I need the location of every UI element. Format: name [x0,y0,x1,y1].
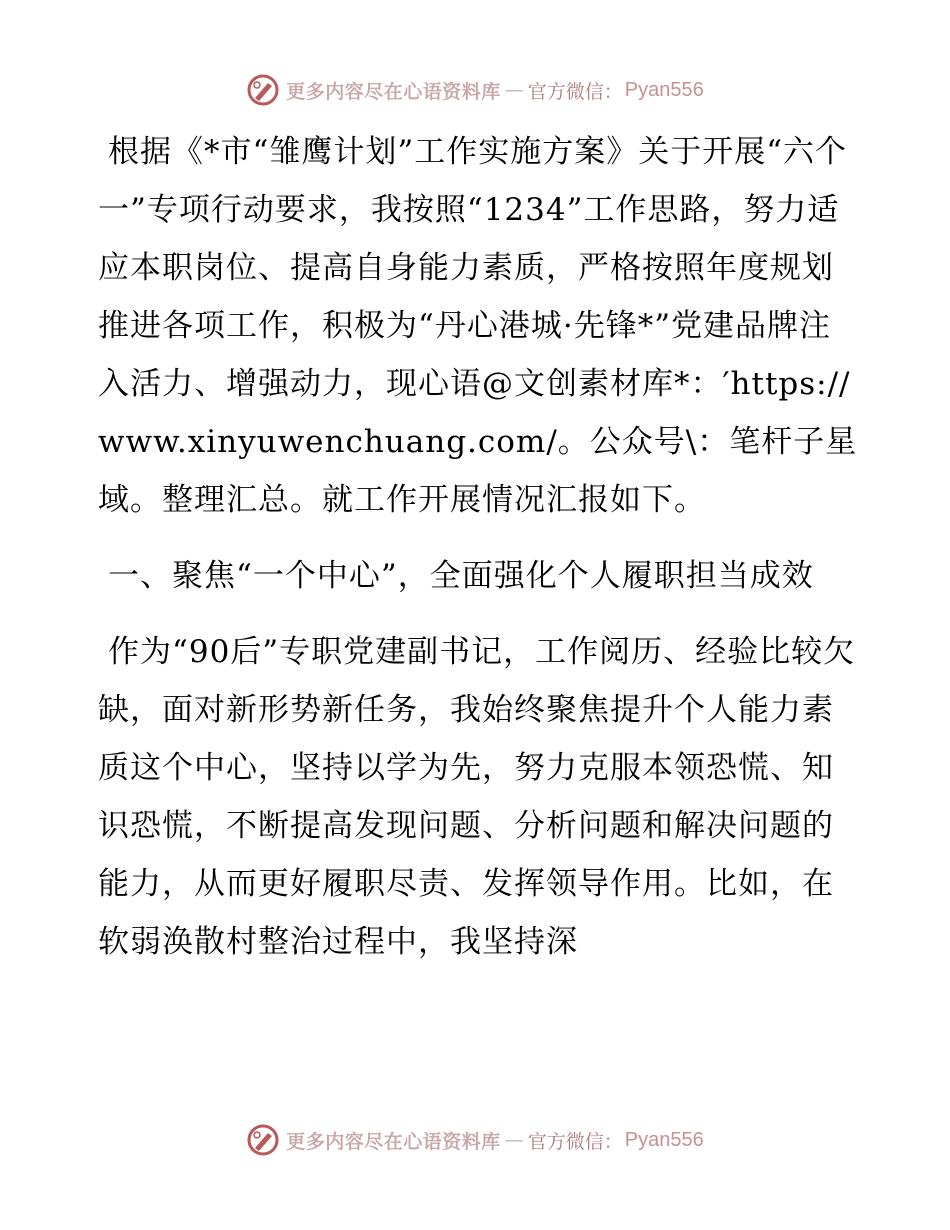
watermark-separator: — [504,79,524,101]
watermark-banner-top [0,70,950,110]
intro-paragraph: 根据《*市“雏鹰计划”工作实施方案》关于开展“六个一”专项行动要求，我按照“1234”工作思路，努力适应本职岗位、提高自身能力素质，严格按照年度规划推进各项工作，积极为“丹心港城·先锋*”党建品牌注入活力、增强动力，现心语@文创素材库*：′https://www.xinyuwenchuang.com/。公众号\：笔杆子星域。整理汇总。就工作开展情况汇报如下。 [98,134,858,518]
pen-logo-icon [246,1123,280,1157]
section-heading-one: 一、聚焦“一个中心”，全面强化个人履职担当成效 [108,558,814,594]
pen-logo-icon [246,73,280,107]
watermark-brand: 更多内容尽在心语资料库 [286,1130,501,1153]
watermark-wechat-id: Pyan556 [624,78,704,101]
watermark-separator: — [504,1129,524,1151]
watermark-official-label: 官方微信： [527,80,623,103]
watermark-banner-bottom [0,1120,950,1160]
document-body [98,123,858,971]
watermark-brand: 更多内容尽在心语资料库 [286,80,501,103]
watermark-official-label: 官方微信： [527,1130,623,1153]
watermark-wechat-id: Pyan556 [624,1128,704,1151]
section-one-paragraph: 作为“90后”专职党建副书记，工作阅历、经验比较欠缺，面对新形势新任务，我始终聚焦提升个人能力素质这个中心，坚持以学为先，努力克服本领恐慌、知识恐慌，不断提高发现问题、分析问题和解决问题的能力，从而更好履职尽责、发挥领导作用。比如，在软弱涣散村整治过程中，我坚持深 [98,634,856,960]
